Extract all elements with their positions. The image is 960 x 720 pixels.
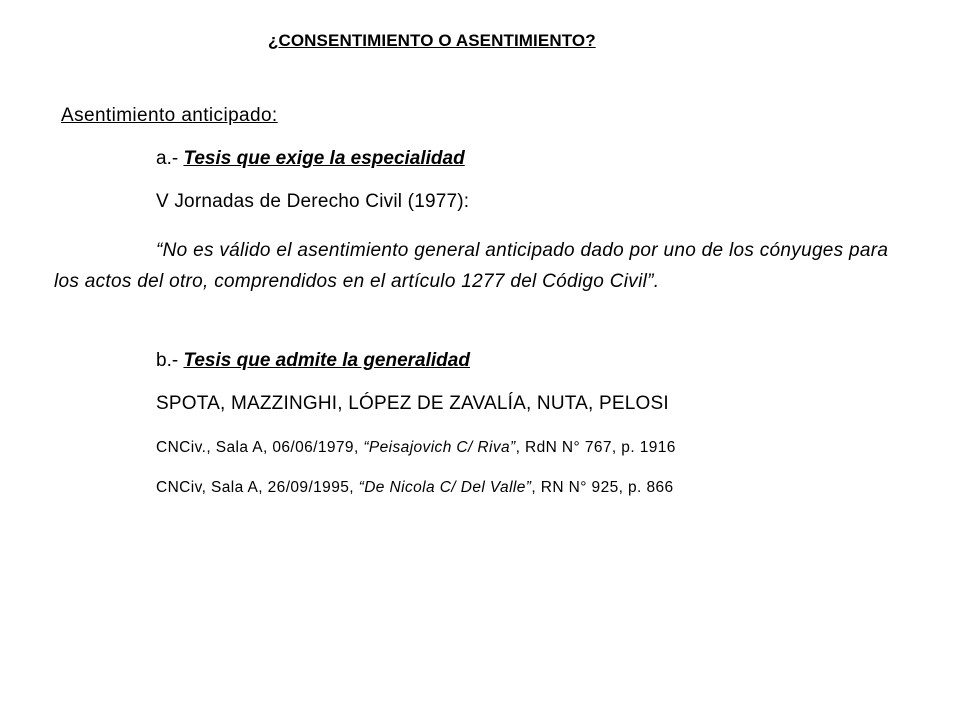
thesis-a-label: Tesis que exige la especialidad	[183, 148, 465, 169]
thesis-b-label: Tesis que admite la generalidad	[183, 350, 470, 371]
citation-1	[156, 440, 676, 456]
citation-1-court: CNCiv., Sala A, 06/06/1979,	[156, 439, 364, 456]
citation-2	[156, 480, 674, 496]
thesis-b-authors: SPOTA, MAZZINGHI, LÓPEZ DE ZAVALÍA, NUTA, PELOSI	[156, 393, 669, 414]
page-title: ¿CONSENTIMIENTO O ASENTIMIENTO?	[268, 31, 596, 50]
thesis-b-prefix: b.-	[156, 350, 184, 371]
thesis-b-heading	[156, 351, 470, 370]
citation-1-case: “Peisajovich C/ Riva”	[363, 439, 516, 456]
thesis-a-source: V Jornadas de Derecho Civil (1977):	[156, 191, 470, 212]
section-heading: Asentimiento anticipado:	[61, 105, 278, 126]
thesis-a-prefix: a.-	[156, 148, 184, 169]
citation-2-ref: , RN N° 925, p. 866	[531, 479, 674, 496]
citation-1-ref: , RdN N° 767, p. 1916	[515, 439, 676, 456]
thesis-a-heading	[156, 149, 465, 168]
thesis-a-quote: “No es válido el asentimiento general anticipado dado por uno de los cónyuges para los actos del otro, comprendidos en el artículo 1277 del Código Civil”.	[54, 240, 889, 292]
citation-2-case: “De Nicola C/ Del Valle”	[358, 479, 532, 496]
citation-2-court: CNCiv, Sala A, 26/09/1995,	[156, 479, 359, 496]
